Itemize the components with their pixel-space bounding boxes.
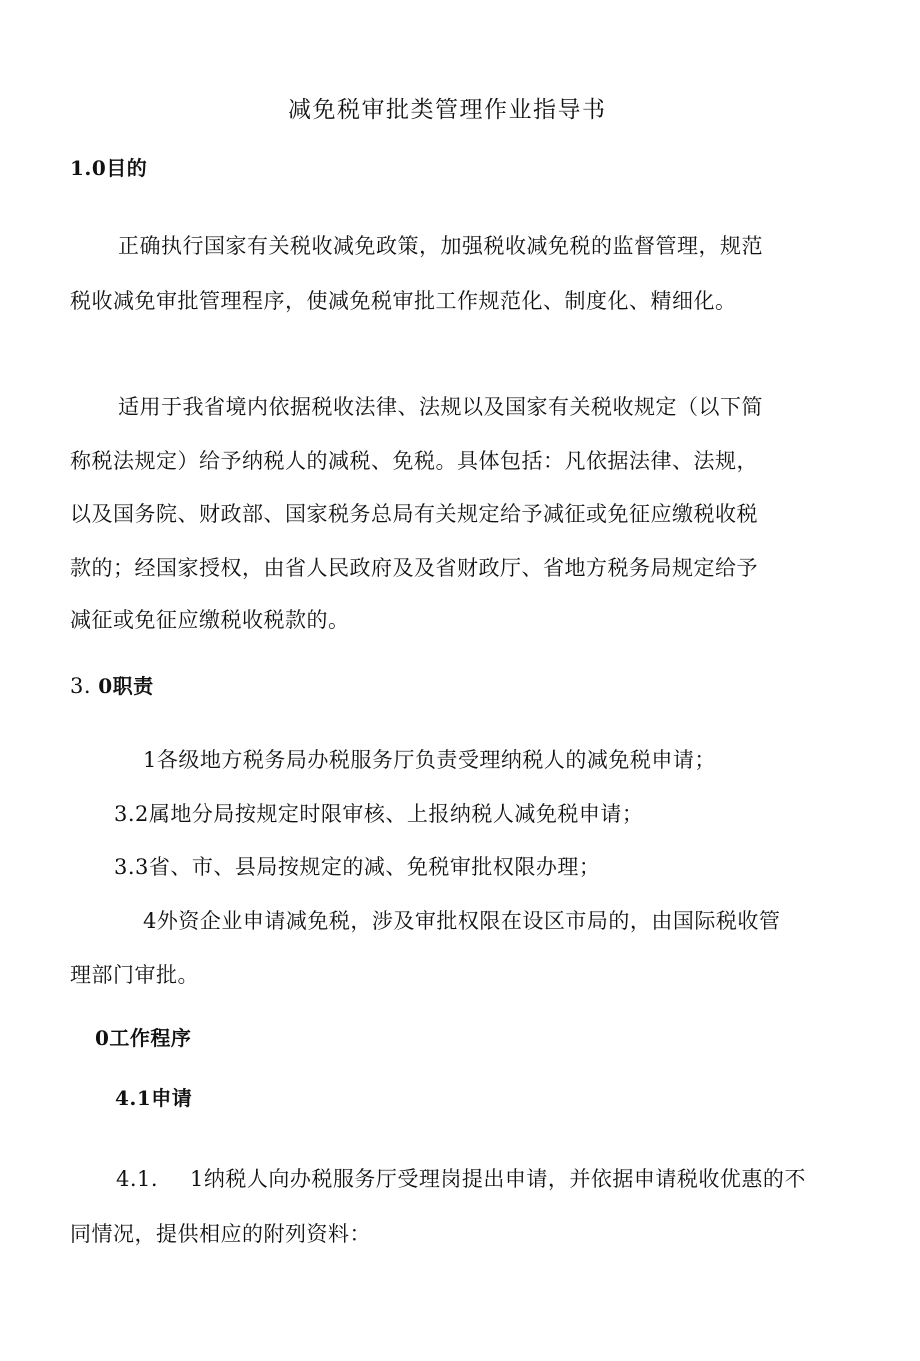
purpose-line-2: 税收减免审批管理程序，使减免税审批工作规范化、制度化、精细化。: [70, 289, 737, 313]
section-3-heading-prefix: 3.: [70, 674, 92, 698]
duty-item-3: 3.3省、市、县局按规定的减、免税审批权限办理；: [114, 855, 601, 879]
section-1-heading: 1.0目的: [70, 156, 148, 180]
procedure-line-2: 同情况，提供相应的附列资料：: [70, 1222, 371, 1246]
procedure-item-prefix: 4.1.: [116, 1167, 159, 1191]
scope-line-4: 款的；经国家授权，由省人民政府及及省财政厅、省地方税务局规定给予: [70, 556, 758, 580]
scope-line-2: 称税法规定）给予纳税人的减税、免税。具体包括：凡依据法律、法规，: [70, 449, 758, 473]
duty-item-2: 3.2属地分局按规定时限审核、上报纳税人减免税申请；: [114, 802, 644, 826]
purpose-line-1: 正确执行国家有关税收减免政策，加强税收减免税的监督管理，规范: [118, 234, 763, 258]
duty-item-1: 1各级地方税务局办税服务厅负责受理纳税人的减免税申请；: [143, 748, 716, 772]
section-3-heading: [70, 671, 154, 701]
duty-item-4-line-2: 理部门审批。: [70, 963, 199, 987]
section-4-1-heading: 4.1申请: [115, 1086, 193, 1110]
section-3-heading-text: 0职责: [98, 674, 154, 698]
duty-item-4-line-1: 4外资企业申请减免税，涉及审批权限在设区市局的，由国际税收管: [143, 909, 781, 933]
document-title: 减免税审批类管理作业指导书: [288, 97, 607, 123]
procedure-line-1: 1纳税人向办税服务厅受理岗提出申请，并依据申请税收优惠的不: [190, 1167, 806, 1191]
section-4-heading: 0工作程序: [95, 1026, 192, 1050]
scope-line-3: 以及国务院、财政部、国家税务总局有关规定给予减征或免征应缴税收税: [70, 502, 758, 526]
scope-line-1: 适用于我省境内依据税收法律、法规以及国家有关税收规定（以下简: [118, 395, 763, 419]
scope-line-5: 减征或免征应缴税收税款的。: [70, 608, 350, 632]
